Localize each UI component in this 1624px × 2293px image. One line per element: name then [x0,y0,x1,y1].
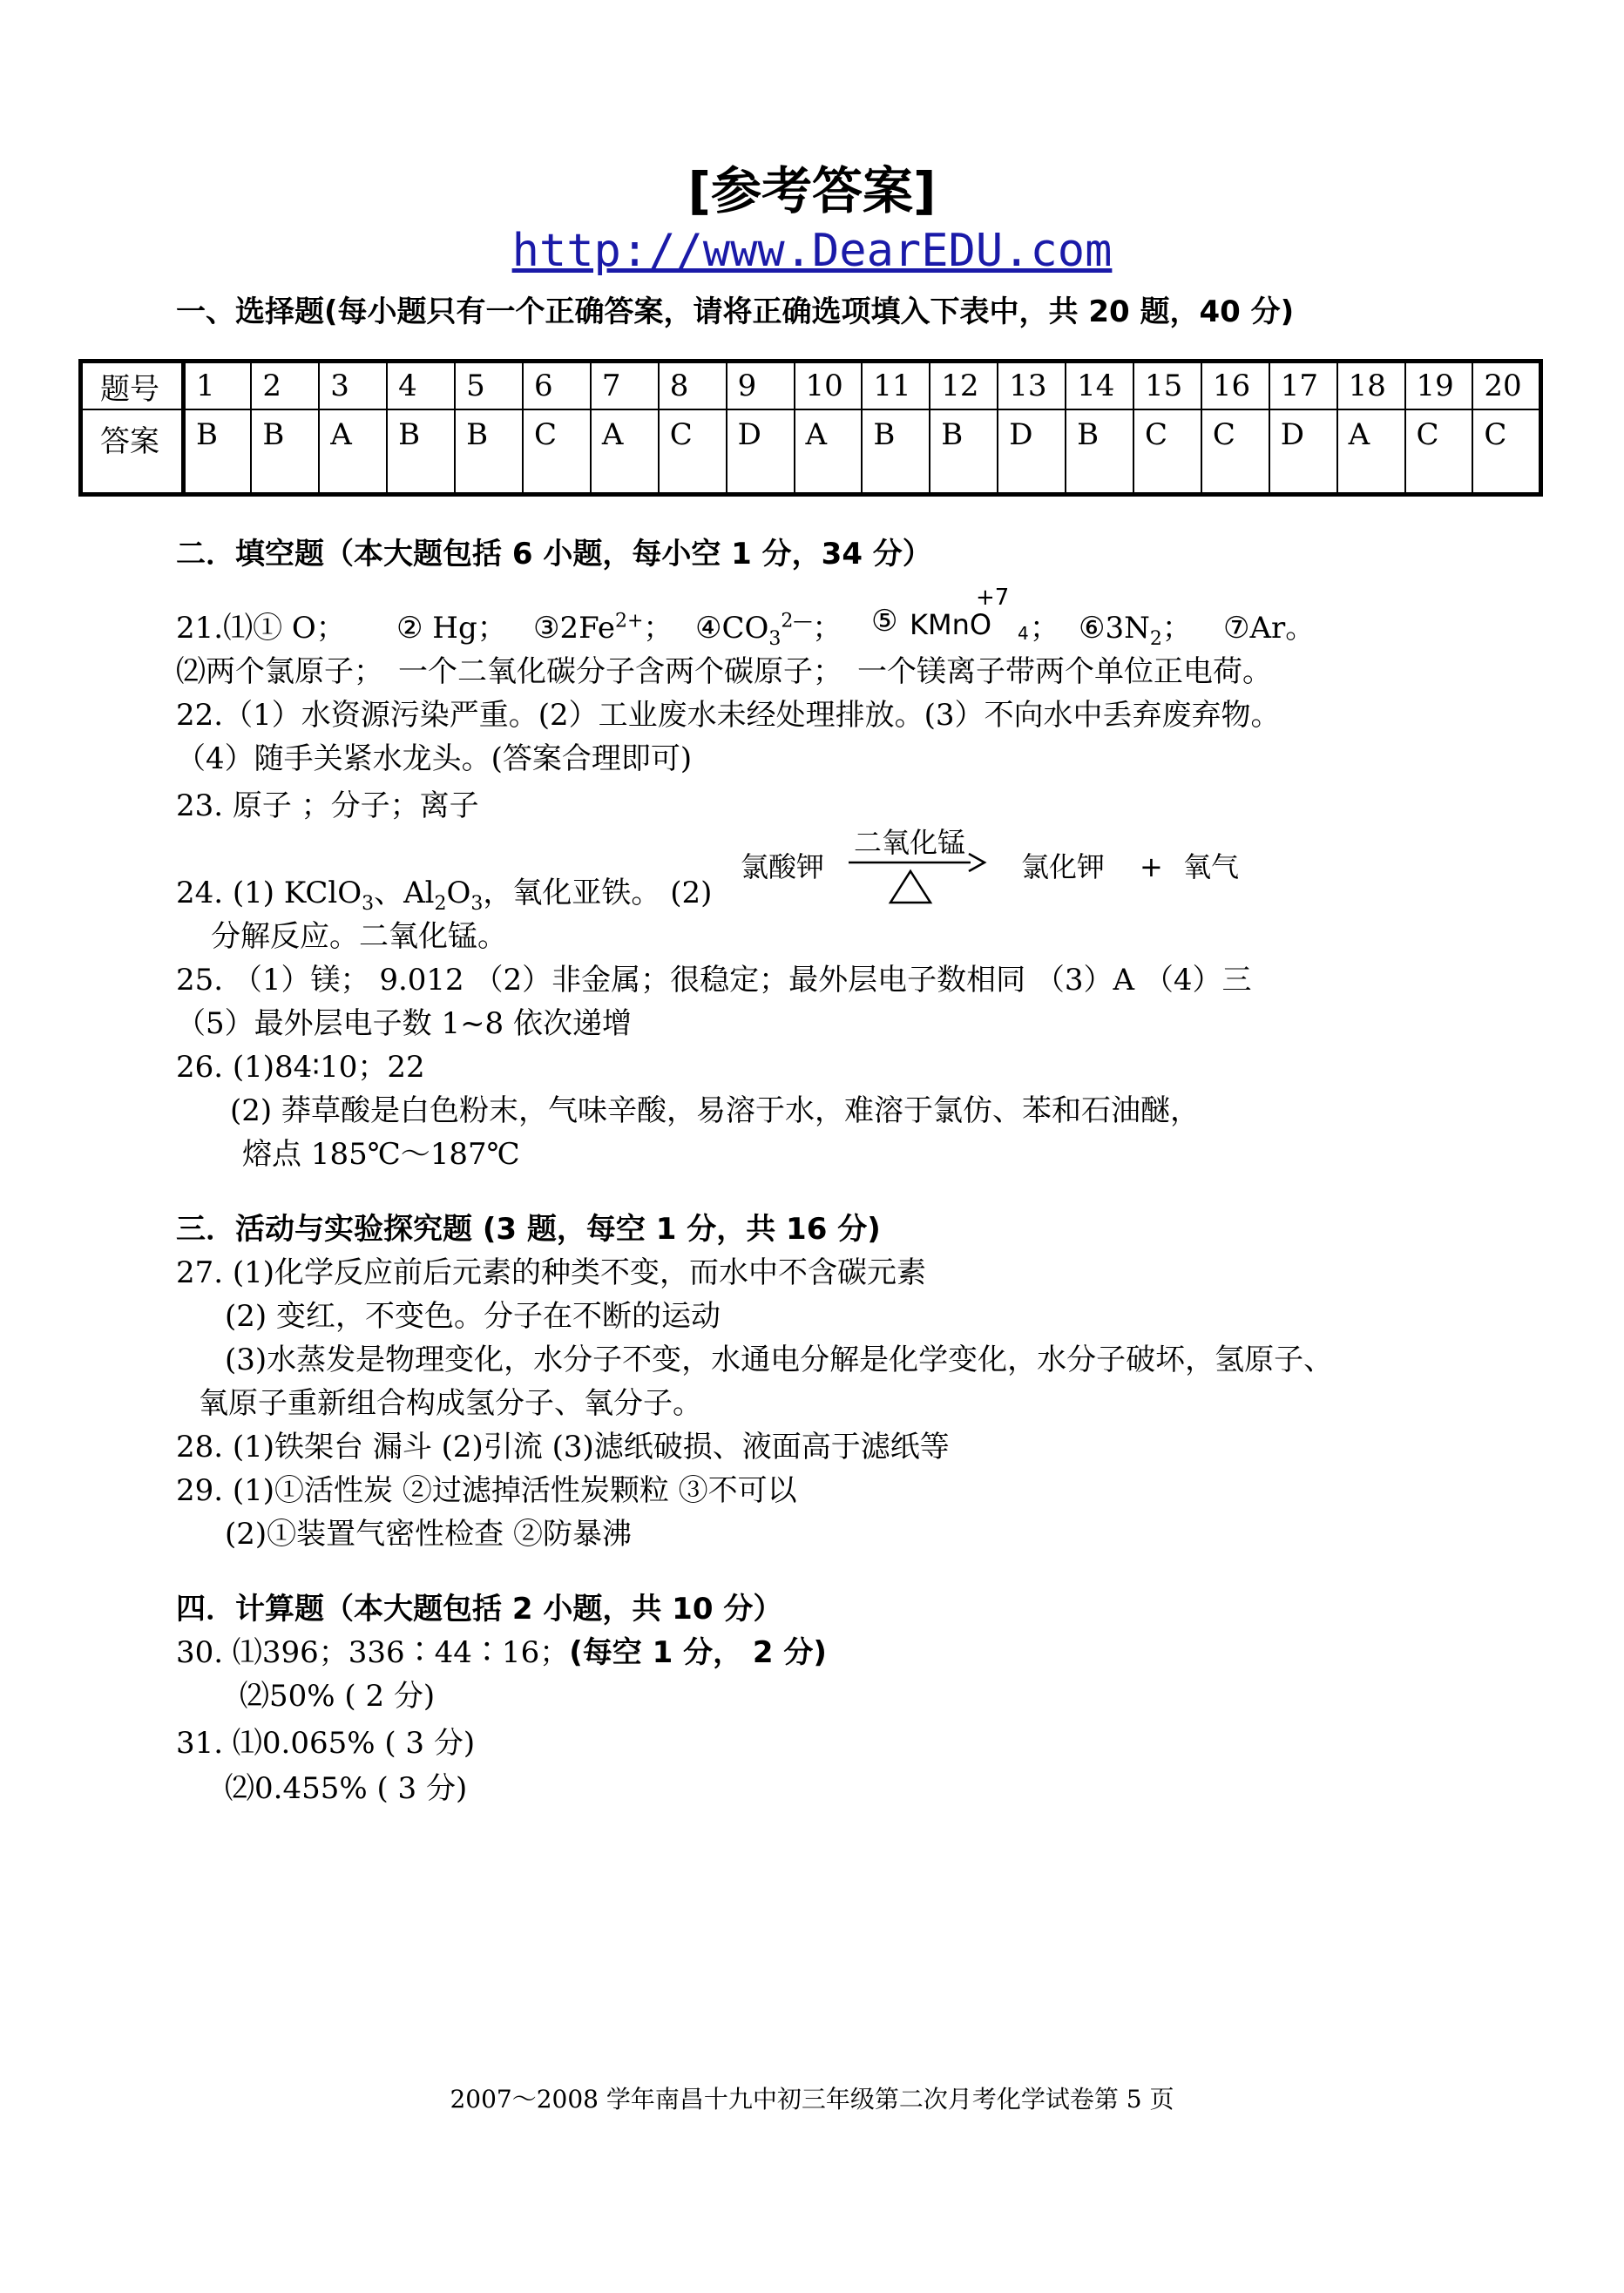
product2-label: 氧气 [1183,850,1240,883]
answer-cell: B [455,409,523,495]
reactant-label: 氯酸钾 [741,850,825,883]
website-link[interactable]: http://www.DearEDU.com [511,225,1113,277]
catalyst-label: 二氧化锰 [854,826,966,859]
q30-line1 [176,1628,827,1671]
q24-line1 [176,869,713,915]
answer-cell: B [930,409,998,495]
question-number: 9 [727,362,795,410]
answer-cell: A [1337,409,1405,495]
q21-a6-sep: ； [1161,611,1192,646]
q27-line3: (3)水蒸发是物理变化，水分子不变，水通电分解是化学变化，水分子破坏，氢原子、 [225,1343,1334,1377]
answer-cell: B [862,409,930,495]
q21-a4-text: ④CO [695,611,769,646]
q25-line1: 25. （1）镁； 9.012 （2）非金属；很稳定；最外层电子数相同 （3）A （4）三 [176,963,1252,998]
kmno4-text: KMnO [910,608,992,641]
q29-line2: (2)①装置气密性检查 ②防暴沸 [225,1517,632,1552]
question-number: 8 [659,362,727,410]
q21-a2: ② Hg； [396,611,507,646]
question-number: 12 [930,362,998,410]
question-number: 15 [1133,362,1201,410]
answer-cell: B [251,409,319,495]
answer-cell: A [795,409,863,495]
question-number: 7 [591,362,659,410]
q25-line2: （5）最外层电子数 1~8 依次递增 [176,1006,632,1041]
heat-triangle-icon [890,871,930,903]
q21-line2: ⑵两个氯原子； 一个二氧化碳分子含两个碳原子； 一个镁离子带两个单位正电荷。 [176,654,1272,689]
row-label-answers: 答案 [81,409,184,495]
product1-label: 氯化钾 [1021,850,1106,883]
q24-sub3: 3 [470,892,484,915]
question-number: 13 [998,362,1066,410]
question-number: 2 [251,362,319,410]
question-number: 18 [1337,362,1405,410]
answer-cell: A [319,409,387,495]
q21-a4 [695,604,842,650]
q21-a7: ⑦Ar。 [1223,611,1316,646]
question-number: 5 [455,362,523,410]
q27-line1: 27. (1)化学反应前后元素的种类不变，而水中不含碳元素 [176,1255,927,1290]
q21-a6-sub: 2 [1149,627,1162,650]
q21-a3 [533,604,673,646]
answer-cell: D [998,409,1066,495]
q31-line1: 31. ⑴0.065% ( 3 分) [176,1726,476,1761]
q24-o: O [446,876,471,910]
q31-line2: ⑵0.455% ( 3 分) [225,1771,468,1806]
question-number: 19 [1405,362,1473,410]
answer-cell: C [1201,409,1269,495]
page-title: [参考答案] [687,161,937,220]
q21-prefix: 21.⑴ [176,611,254,646]
question-number: 16 [1201,362,1269,410]
q21-a5-sep: ； [1030,611,1059,646]
q24-al: 、Al [374,876,435,910]
answer-cell: C [523,409,591,495]
table-row-numbers [81,362,1541,410]
reaction-equation [739,826,1262,913]
kmno4-formula [906,582,1037,643]
q24-sub1: 3 [362,892,375,915]
section2-heading: 二．填空题（本大题包括 6 小题，每小空 1 分，34 分） [176,537,932,572]
q30-line2: ⑵50% ( 2 分) [240,1679,436,1714]
answer-cell: C [1472,409,1540,495]
question-number: 17 [1269,362,1337,410]
q24-kclo3: 24. (1) KClO [176,876,362,910]
q21-a4-sep: ； [812,611,842,646]
q27-line4: 氧原子重新组合构成氢分子、氧分子。 [199,1386,702,1421]
q28-line: 28. (1)铁架台 漏斗 (2)引流 (3)滤纸破损、液面高于滤纸等 [176,1430,950,1464]
q23-line: 23. 原子 ；分子；离子 [176,788,479,823]
q22-line2: （4）随手关紧水龙头。(答案合理即可) [176,741,693,776]
q26-line2: (2) 莽草酸是白色粉末，气味辛酸，易溶于水，难溶于氯仿、苯和石油醚， [230,1093,1200,1128]
question-number: 4 [387,362,455,410]
q21-a4-sub: 3 [768,627,782,650]
kmno4-charge: +7 [976,585,1010,611]
q24-rest: ，氧化亚铁。 (2) [483,876,713,910]
q21-a3-charge: 2+ [614,610,644,632]
q30-answer: 30. ⑴396；336∶44∶16； [176,1635,570,1670]
table-row-answers [81,409,1541,495]
question-number: 20 [1472,362,1540,410]
q24-line2: 分解反应。二氧化锰。 [211,919,507,954]
q21-a6-text: ⑥3N [1079,611,1150,646]
q21-a4-charge: 2— [781,610,813,632]
plus-sign: + [1140,850,1163,883]
page-footer: 2007～2008 学年南昌十九中初三年级第二次月考化学试卷第 5 页 [450,2085,1174,2114]
question-number: 1 [184,362,252,410]
section3-heading: 三．活动与实验探究题 (3 题，每空 1 分，共 16 分) [176,1212,881,1247]
answer-cell: B [1066,409,1133,495]
section4-heading: 四．计算题（本大题包括 2 小题，共 10 分） [176,1592,783,1627]
arrow-icon [969,854,985,871]
answer-table [78,359,1543,497]
q22-line1: 22.（1）水资源污染严重。(2）工业废水未经处理排放。(3）不向水中丢弃废弃物。 [176,698,1281,733]
row-label-numbers: 题号 [81,362,184,410]
q21-a6 [1079,604,1192,650]
question-number: 11 [862,362,930,410]
question-number: 6 [523,362,591,410]
q30-score: (每空 1 分， 2 分) [569,1635,827,1670]
q21-a5-label: ⑤ [871,604,898,639]
q26-line1: 26. (1)84∶10；22 [176,1050,425,1085]
question-number: 14 [1066,362,1133,410]
q29-line1: 29. (1)①活性炭 ②过滤掉活性炭颗粒 ③不可以 [176,1473,797,1508]
q21-a3-text: ③2Fe [533,611,615,646]
answer-cell: D [727,409,795,495]
section1-heading: 一、选择题(每小题只有一个正确答案，请将正确选项填入下表中，共 20 题，40 分) [176,294,1295,329]
answer-cell: C [1405,409,1473,495]
kmno4-sub: 4 [1018,623,1029,643]
q27-line2: (2) 变红，不变色。分子在不断的运动 [225,1299,721,1334]
answer-cell: B [184,409,252,495]
q21-a1: ① O； [253,611,346,646]
q24-sub2: 2 [434,892,447,915]
answer-cell: C [1133,409,1201,495]
answer-cell: D [1269,409,1337,495]
question-number: 10 [795,362,863,410]
answer-cell: C [659,409,727,495]
answer-cell: A [591,409,659,495]
question-number: 3 [319,362,387,410]
q21-line1 [176,604,346,646]
q26-line3: 熔点 185℃～187℃ [242,1137,520,1172]
answer-cell: B [387,409,455,495]
q21-a3-sep: ； [643,611,673,646]
